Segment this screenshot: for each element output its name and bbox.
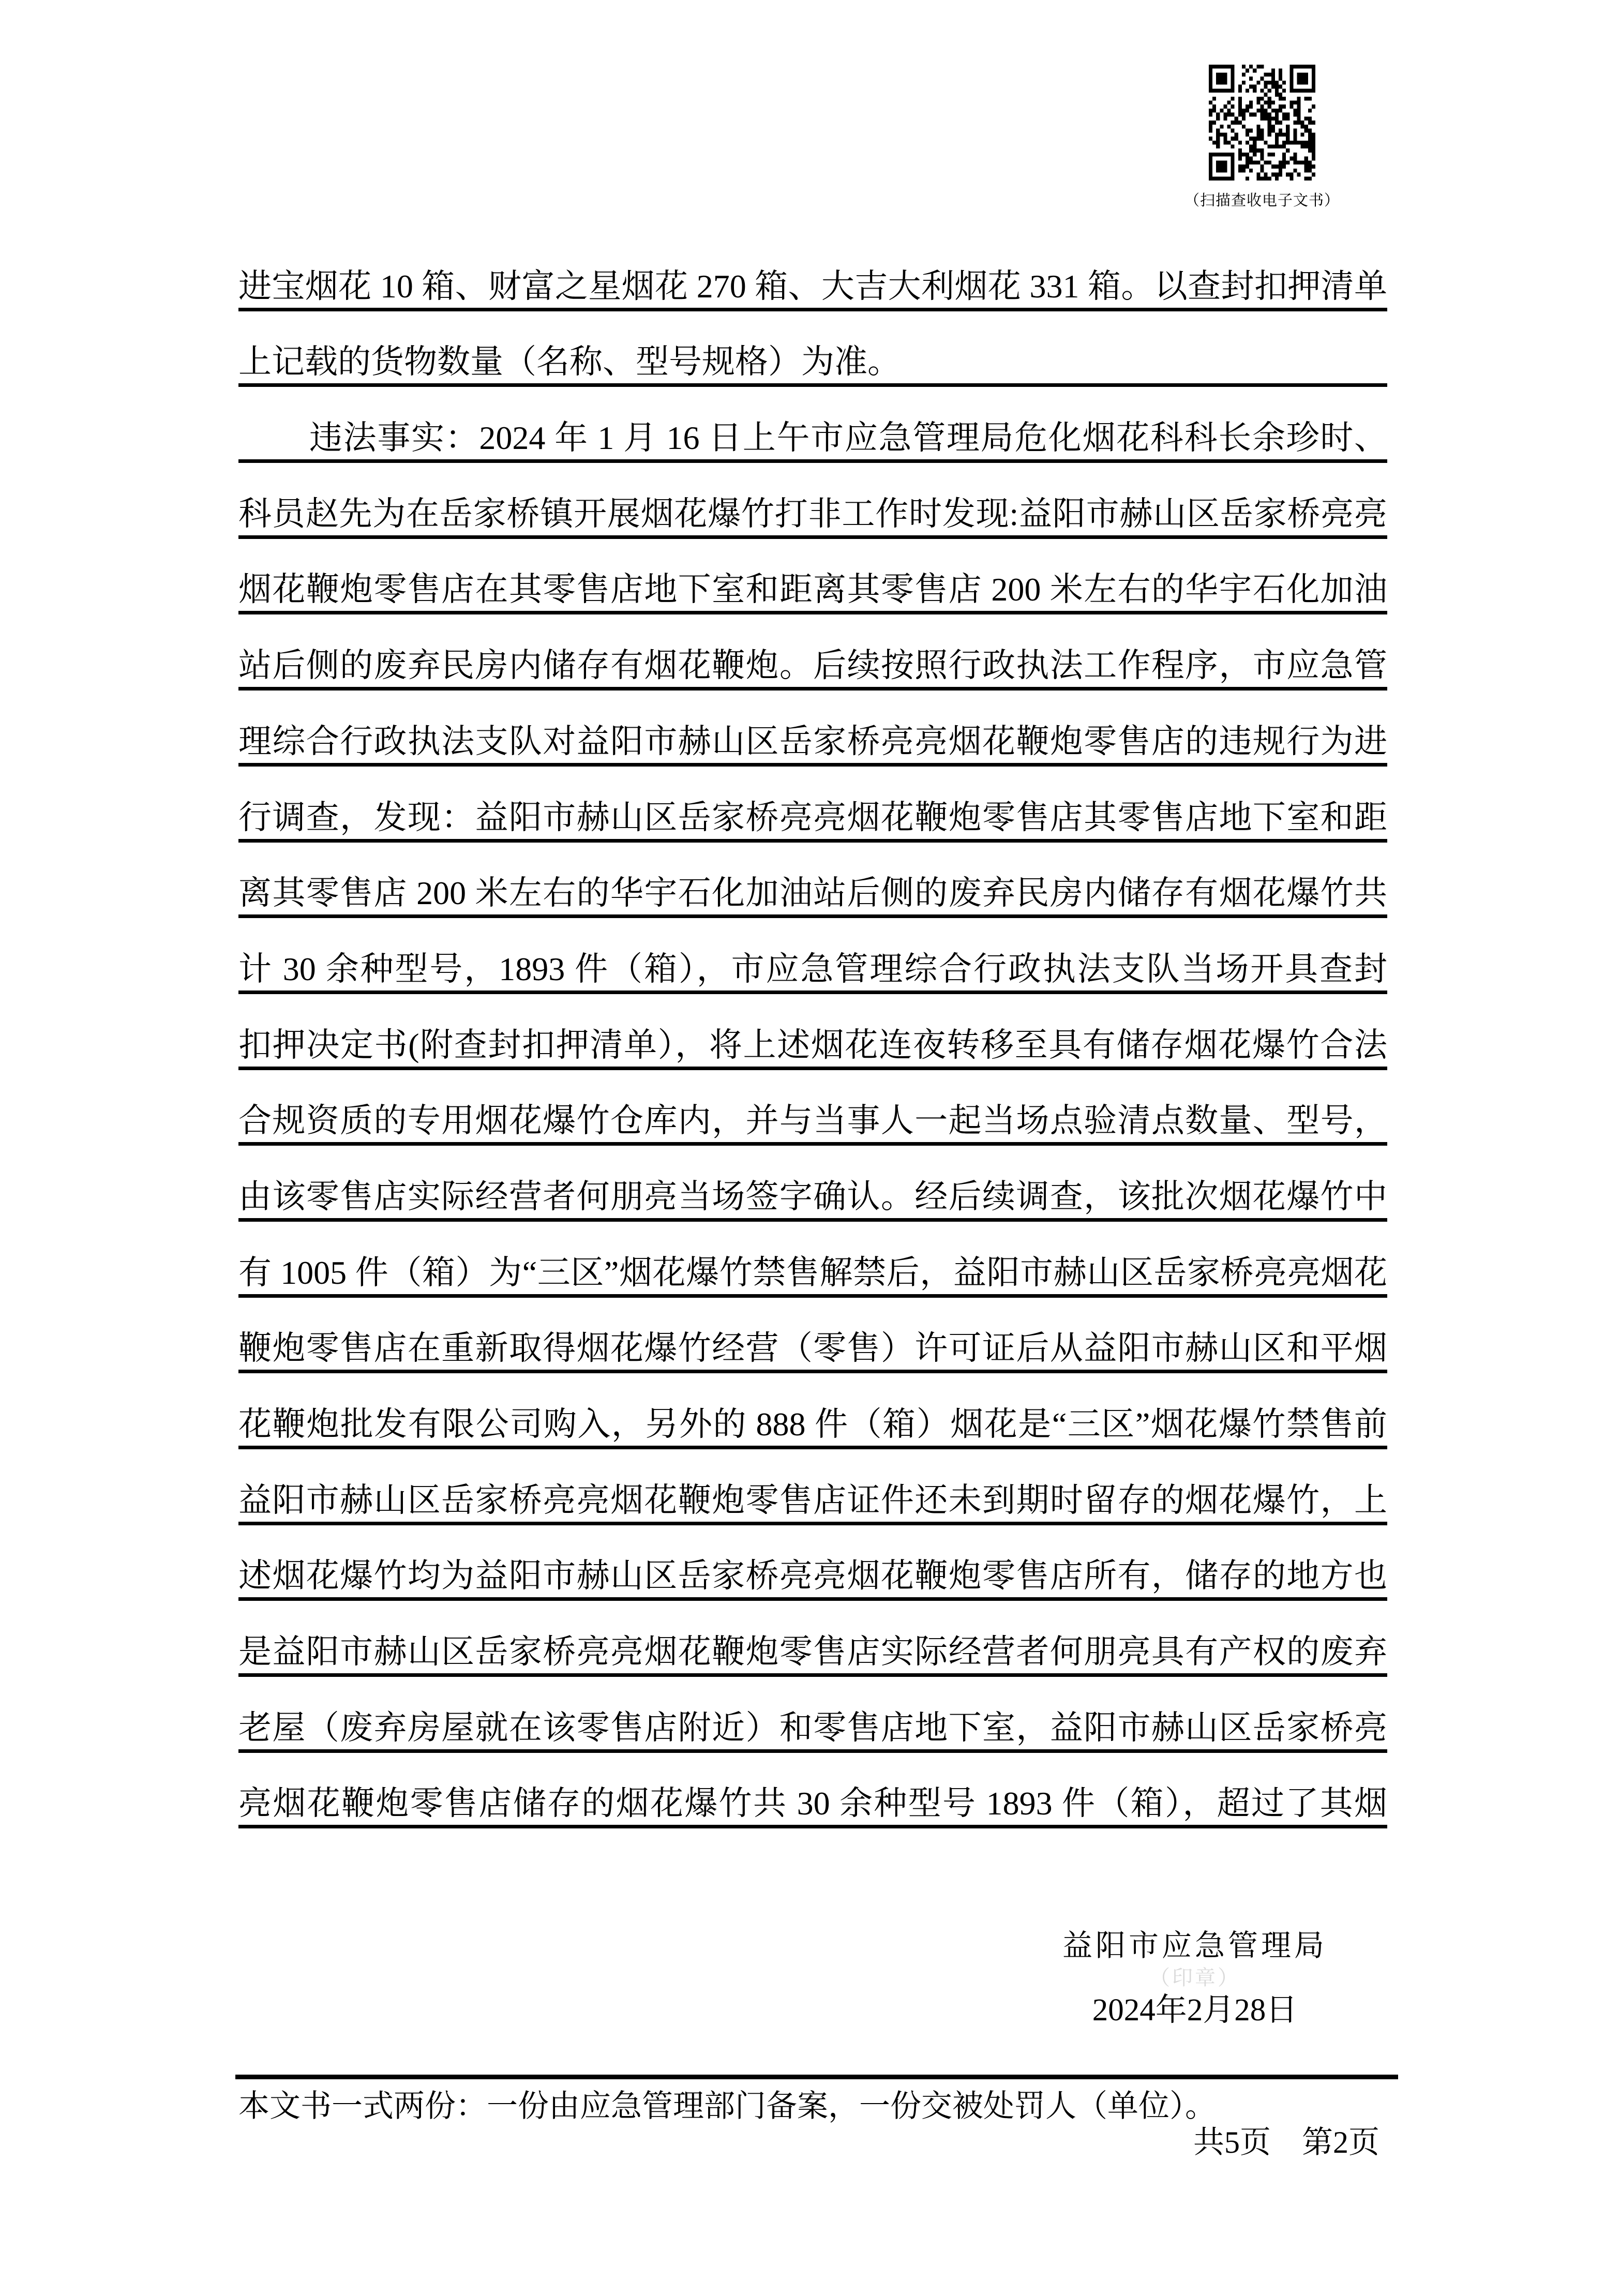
body-line: 鞭炮零售店在重新取得烟花爆竹经营（零售）许可证后从益阳市赫山区和平烟 xyxy=(238,1298,1387,1374)
footer-note: 本文书一式两份：一份由应急管理部门备案，一份交被处罚人（单位）。 xyxy=(238,2089,1216,2123)
body-line: 烟花鞭炮零售店在其零售店地下室和距离其零售店 200 米左右的华宇石化加油 xyxy=(238,539,1387,615)
issue-date: 2024年2月28日 xyxy=(1092,1993,1298,2028)
body-line: 有 1005 件（箱）为“三区”烟花爆竹禁售解禁后，益阳市赫山区岳家桥亮亮烟花 xyxy=(238,1222,1387,1298)
body-line: 离其零售店 200 米左右的华宇石化加油站后侧的废弃民房内储存有烟花爆竹共 xyxy=(238,843,1387,919)
qr-code-icon xyxy=(1209,65,1315,181)
body-line: 老屋（废弃房屋就在该零售店附近）和零售店地下室，益阳市赫山区岳家桥亮 xyxy=(238,1677,1387,1753)
body-line: 花鞭炮批发有限公司购入，另外的 888 件（箱）烟花是“三区”烟花爆竹禁售前 xyxy=(238,1373,1387,1449)
body-line: 益阳市赫山区岳家桥亮亮烟花鞭炮零售店证件还未到期时留存的烟花爆竹，上 xyxy=(238,1449,1387,1525)
qr-caption: （扫描查收电子文书） xyxy=(1184,192,1340,209)
body-line: 违法事实：2024 年 1 月 16 日上午市应急管理局危化烟花科科长余珍时、 xyxy=(238,387,1387,463)
body-line: 科员赵先为在岳家桥镇开展烟花爆竹打非工作时发现:益阳市赫山区岳家桥亮亮 xyxy=(238,463,1387,539)
page-number: 共5页 第2页 xyxy=(1193,2125,1379,2159)
body-line: 理综合行政执法支队对益阳市赫山区岳家桥亮亮烟花鞭炮零售店的违规行为进 xyxy=(238,691,1387,767)
body-line: 合规资质的专用烟花爆竹仓库内，并与当事人一起当场点验清点数量、型号， xyxy=(238,1070,1387,1146)
seal-placeholder: （印章） xyxy=(1149,1966,1240,1989)
body-line: 行调查，发现：益阳市赫山区岳家桥亮亮烟花鞭炮零售店其零售店地下室和距 xyxy=(238,767,1387,843)
body-line: 述烟花爆竹均为益阳市赫山区岳家桥亮亮烟花鞭炮零售店所有，储存的地方也 xyxy=(238,1525,1387,1601)
signature-block xyxy=(988,1927,1402,2030)
body-line: 扣押决定书(附查封扣押清单），将上述烟花连夜转移至具有储存烟花爆竹合法 xyxy=(238,994,1387,1070)
body-line: 计 30 余种型号，1893 件（箱），市应急管理综合行政执法支队当场开具查封 xyxy=(238,918,1387,994)
body-line: 是益阳市赫山区岳家桥亮亮烟花鞭炮零售店实际经营者何朋亮具有产权的废弃 xyxy=(238,1601,1387,1677)
issuing-authority: 益阳市应急管理局 xyxy=(1062,1929,1327,1962)
footer-divider xyxy=(235,2075,1398,2079)
body-line: 亮烟花鞭炮零售店储存的烟花爆竹共 30 余种型号 1893 件（箱），超过了其烟 xyxy=(238,1753,1387,1829)
body-line: 由该零售店实际经营者何朋亮当场签字确认。经后续调查，该批次烟花爆竹中 xyxy=(238,1146,1387,1222)
body-line: 上记载的货物数量（名称、型号规格）为准。 xyxy=(238,311,1387,387)
document-body xyxy=(238,235,1387,1828)
qr-block xyxy=(1169,65,1355,210)
body-line: 进宝烟花 10 箱、财富之星烟花 270 箱、大吉大利烟花 331 箱。以查封扣押清单 xyxy=(238,235,1387,311)
body-line: 站后侧的废弃民房内储存有烟花鞭炮。后续按照行政执法工作程序，市应急管 xyxy=(238,614,1387,691)
